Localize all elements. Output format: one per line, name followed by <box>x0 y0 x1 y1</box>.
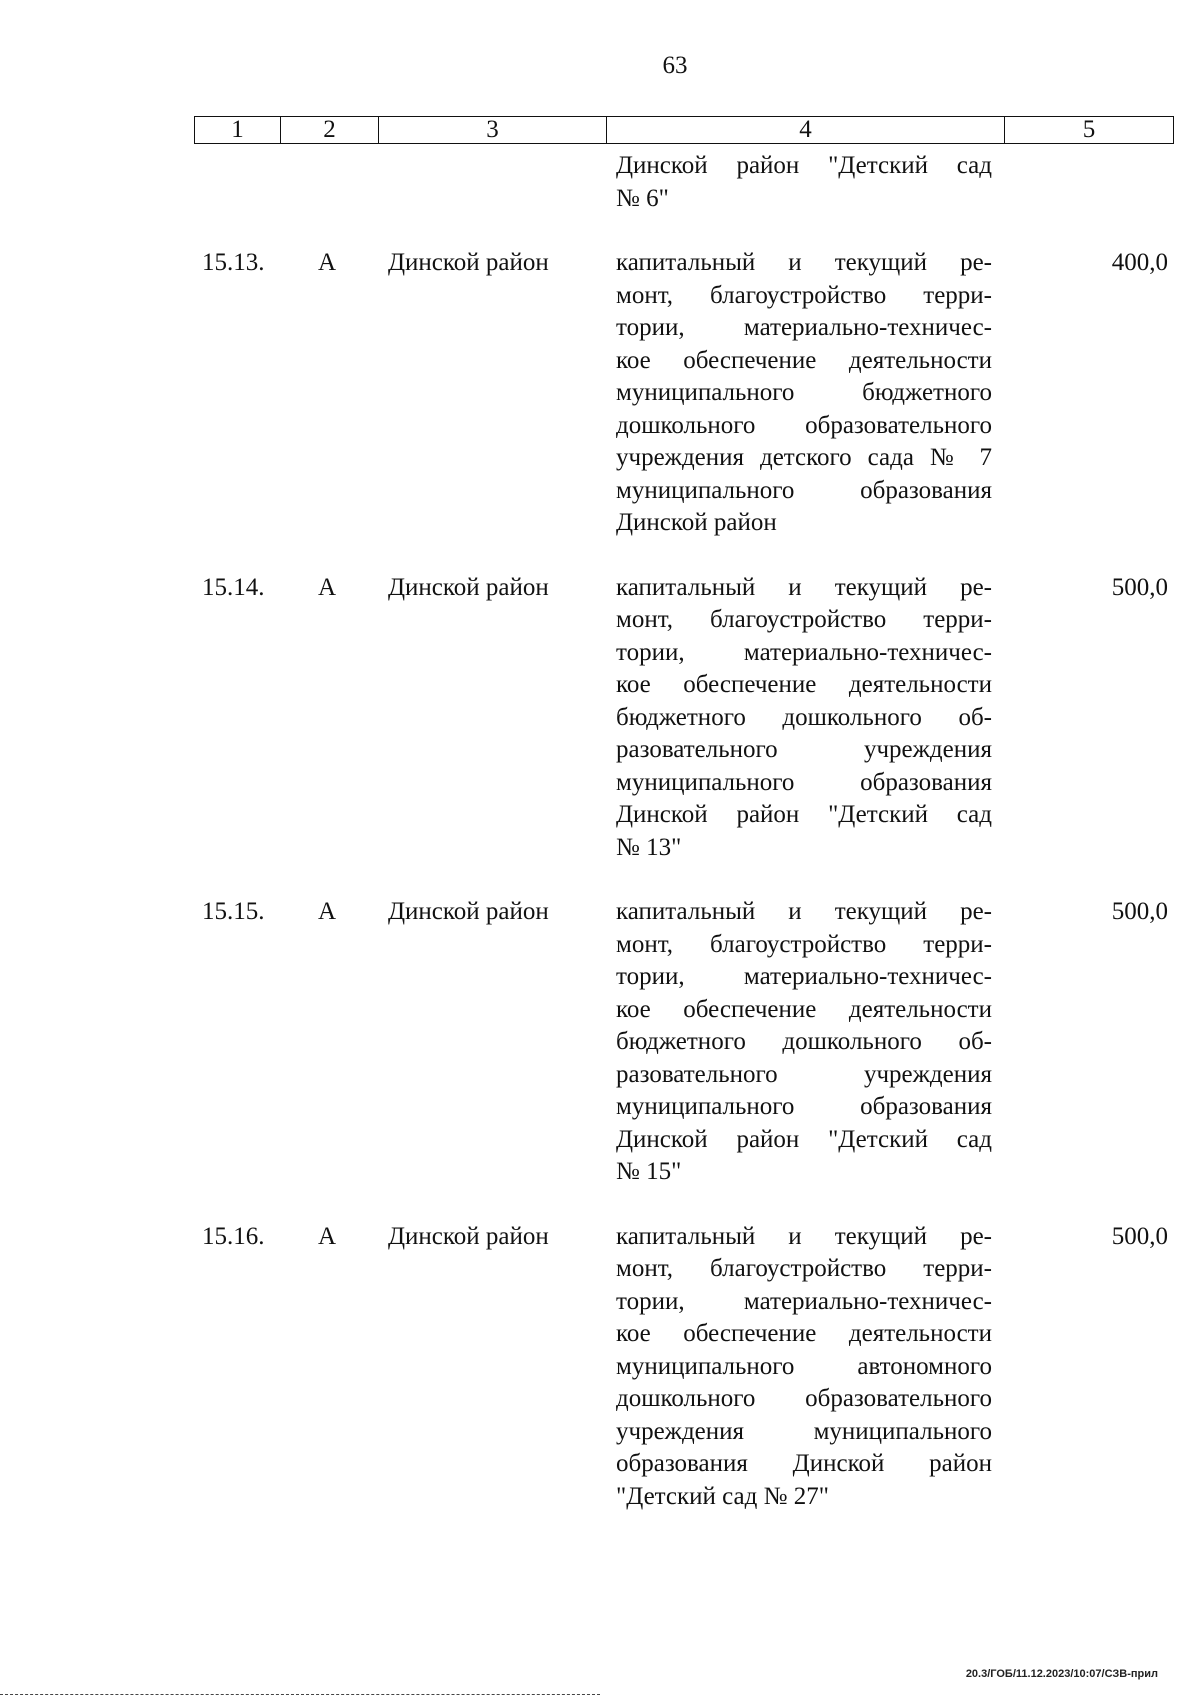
description-line: тории, материально-техничес- <box>616 963 992 990</box>
description-line: разовательного учреждения <box>616 736 992 763</box>
row-amount: 400,0 <box>1111 249 1168 276</box>
header-col-2: 2 <box>281 117 379 143</box>
row-letter: А <box>318 1222 337 1250</box>
description-line: капитальный и текущий ре- <box>616 249 992 276</box>
table-row <box>0 896 1200 1189</box>
row-district: Динской район <box>388 1222 549 1250</box>
row-amount: 500,0 <box>1111 573 1168 601</box>
row-number: 15.14. <box>202 573 265 601</box>
description-cell <box>616 150 992 215</box>
description-line: кое обеспечение деятельности <box>616 995 992 1023</box>
description-line: кое обеспечение деятельности <box>616 1320 992 1347</box>
row-district: Динской район <box>388 898 549 925</box>
table-header <box>194 116 1174 144</box>
description-line: муниципального образования <box>616 476 992 504</box>
page-number: 63 <box>662 52 688 79</box>
description-line: кое обеспечение деятельности <box>616 346 992 374</box>
description-line: "Детский сад № 27" <box>616 1482 829 1510</box>
row-number: 15.13. <box>202 249 265 276</box>
description-line: монт, благоустройство терри- <box>616 281 992 309</box>
description-line: Динской район "Детский сад <box>616 152 992 179</box>
description-line: образования Динской район <box>616 1450 992 1477</box>
description-cell <box>616 247 992 540</box>
row-amount: 500,0 <box>1111 1222 1168 1250</box>
description-line: капитальный и текущий ре- <box>616 898 992 925</box>
table-row <box>0 572 1200 865</box>
row-district: Динской район <box>388 249 549 276</box>
description-line: № 6" <box>616 184 669 212</box>
description-line: монт, благоустройство терри- <box>616 606 992 633</box>
row-letter: А <box>318 573 337 601</box>
description-line: монт, благоустройство терри- <box>616 1255 992 1282</box>
description-line: разовательного учреждения <box>616 1060 992 1088</box>
description-line: капитальный и текущий ре- <box>616 1222 992 1250</box>
description-cell <box>616 1221 992 1514</box>
dashed-divider <box>0 1694 600 1695</box>
row-number: 15.15. <box>202 898 265 925</box>
description-line: № 15" <box>616 1158 682 1185</box>
row-letter: А <box>318 898 337 925</box>
description-line: кое обеспечение деятельности <box>616 671 992 698</box>
description-line: тории, материально-техничес- <box>616 314 992 341</box>
description-line: тории, материально-техничес- <box>616 1287 992 1315</box>
table-body <box>0 150 1200 1513</box>
header-col-5: 5 <box>1082 116 1096 143</box>
description-line: капитальный и текущий ре- <box>616 573 992 601</box>
header-col-1: 1 <box>195 117 281 143</box>
description-line: тории, материально-техничес- <box>616 638 992 666</box>
row-number: 15.16. <box>202 1222 265 1250</box>
description-line: монт, благоустройство терри- <box>616 930 992 958</box>
description-line: муниципального бюджетного <box>616 379 992 406</box>
description-line: муниципального образования <box>616 1093 992 1120</box>
description-cell <box>616 572 992 865</box>
description-line: Динской район "Детский сад <box>616 1125 992 1153</box>
description-line: муниципального образования <box>616 768 992 796</box>
continuation-row <box>0 150 1200 215</box>
description-line: бюджетного дошкольного об- <box>616 1028 992 1055</box>
description-line: № 13" <box>616 833 682 861</box>
table-row <box>0 1221 1200 1514</box>
document-code: 20.3/ГОБ/11.12.2023/10:07/СЗВ-прил <box>965 1668 1158 1680</box>
description-line: Динской район <box>616 509 777 536</box>
header-col-4: 4 <box>607 117 1005 143</box>
header-col-3: 3 <box>379 117 607 143</box>
row-letter: А <box>318 249 337 276</box>
row-district: Динской район <box>388 573 549 601</box>
description-line: муниципального автономного <box>616 1352 992 1380</box>
table-row <box>0 247 1200 540</box>
description-cell <box>616 896 992 1189</box>
description-line: учреждения муниципального <box>616 1417 992 1445</box>
description-line: дошкольного образовательного <box>616 1385 992 1412</box>
description-line: Динской район "Детский сад <box>616 801 992 828</box>
description-line: учреждения детского сада № 7 <box>616 444 992 471</box>
description-line: дошкольного образовательного <box>616 411 992 439</box>
row-amount: 500,0 <box>1111 898 1168 925</box>
description-line: бюджетного дошкольного об- <box>616 703 992 731</box>
